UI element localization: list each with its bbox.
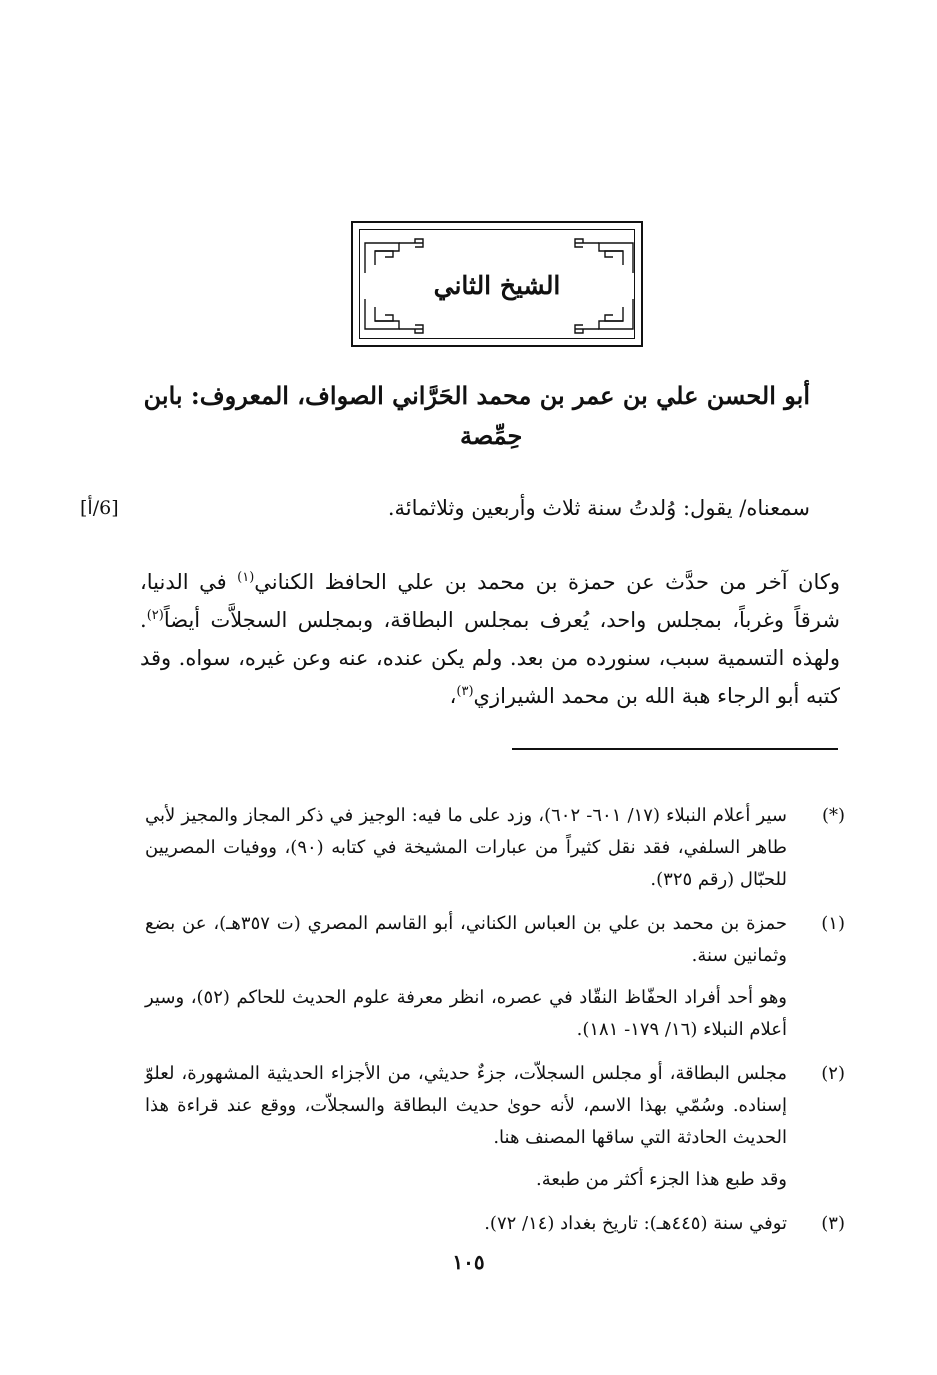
chapter-title: الشيخ الثاني [433, 271, 561, 300]
footnote-separator [512, 748, 838, 750]
footnote-item [145, 908, 845, 1046]
body-segment-1: وكان آخر من حدَّث عن حمزة بن محمد بن علي الحافظ الكناني [254, 570, 841, 594]
footnote-ref-3[interactable]: (٣) [456, 684, 474, 699]
footnote-number: (٢) [821, 1063, 845, 1084]
footnote-text: وهو أحد أفراد الحفّاظ النقّاد في عصره، انظر معرفة علوم الحديث للحاكم (٥٢)، وسير أعلام النبلاء (١٦/ ١٧٩- ١٨١). [145, 987, 787, 1040]
heading-line-1: أبو الحسن علي بن عمر بن محمد الحَرَّاني الصواف، المعروف: بابن [143, 381, 810, 410]
footnote-text: وقد طبع هذا الجزء أكثر من طبعة. [536, 1169, 787, 1190]
heading-line-2: حِمِّصة [460, 421, 523, 450]
footnote-ref-2[interactable]: (٢) [146, 608, 164, 623]
body-segment-3: . ولهذه التسمية سبب، سنورده من بعد. ولم يكن عنده، عنه وعن غيره، سواه. وقد كتبه أبو الرجاء هبة الله بن محمد الشيرازي [140, 608, 840, 708]
footnote-number: (*) [821, 805, 845, 826]
body-segment-2: في الدنيا، شرقاً وغرباً، بمجلس واحد، يُعرف بمجلس البطاقة، وبمجلس السجلاَّت أيضاً [140, 570, 840, 632]
manuscript-folio-marker: [6/أ] [80, 497, 119, 519]
sama-statement: سمعناه/ يقول: وُلدتُ سنة ثلاث وأربعين وثلاثمائة. [387, 496, 810, 520]
footnotes-section [145, 800, 845, 1252]
footnote-ref-1[interactable]: (١) [237, 570, 255, 585]
body-segment-4: ، [449, 684, 457, 708]
footnote-text: حمزة بن محمد بن علي بن العباس الكناني، أبو القاسم المصري (ت ٣٥٧هـ)، عن بضع وثمانين سنة. [145, 913, 787, 966]
footnote-item [145, 800, 845, 896]
footnote-item [145, 1058, 845, 1196]
footnote-item [145, 1208, 845, 1240]
footnote-text: مجلس البطاقة، أو مجلس السجلاّت، جزءٌ حديثي، من الأجزاء الحديثية المشهورة، لعلوّ إسناده. وسُمّي بهذا الاسم، لأنه حوىٰ حديث البطاقة والسجلاّت، ووقع عند قراءة هذا الحديث الحادثة التي ساقها المصنف هنا. [145, 1063, 787, 1148]
page-number: ١٠٥ [452, 1250, 485, 1274]
footnote-number: (١) [821, 913, 845, 934]
footnote-text: سير أعلام النبلاء (١٧/ ٦٠١- ٦٠٢)، وزد على ما فيه: الوجيز في ذكر المجاز والمجيز لأبي طاهر السلفي، فقد نقل كثيراً من عبارات المشيخة في كتابه (٩٠)، ووفيات المصريين للحبّال (رقم ٣٢٥). [145, 805, 787, 890]
sheikh-name-heading [140, 376, 810, 456]
footnote-number: (٣) [821, 1213, 845, 1234]
chapter-title-frame [351, 221, 643, 347]
body-paragraph [140, 563, 840, 715]
footnote-text: توفي سنة (٤٤٥هـ): تاريخ بغداد (١٤/ ٧٢). [484, 1213, 787, 1234]
